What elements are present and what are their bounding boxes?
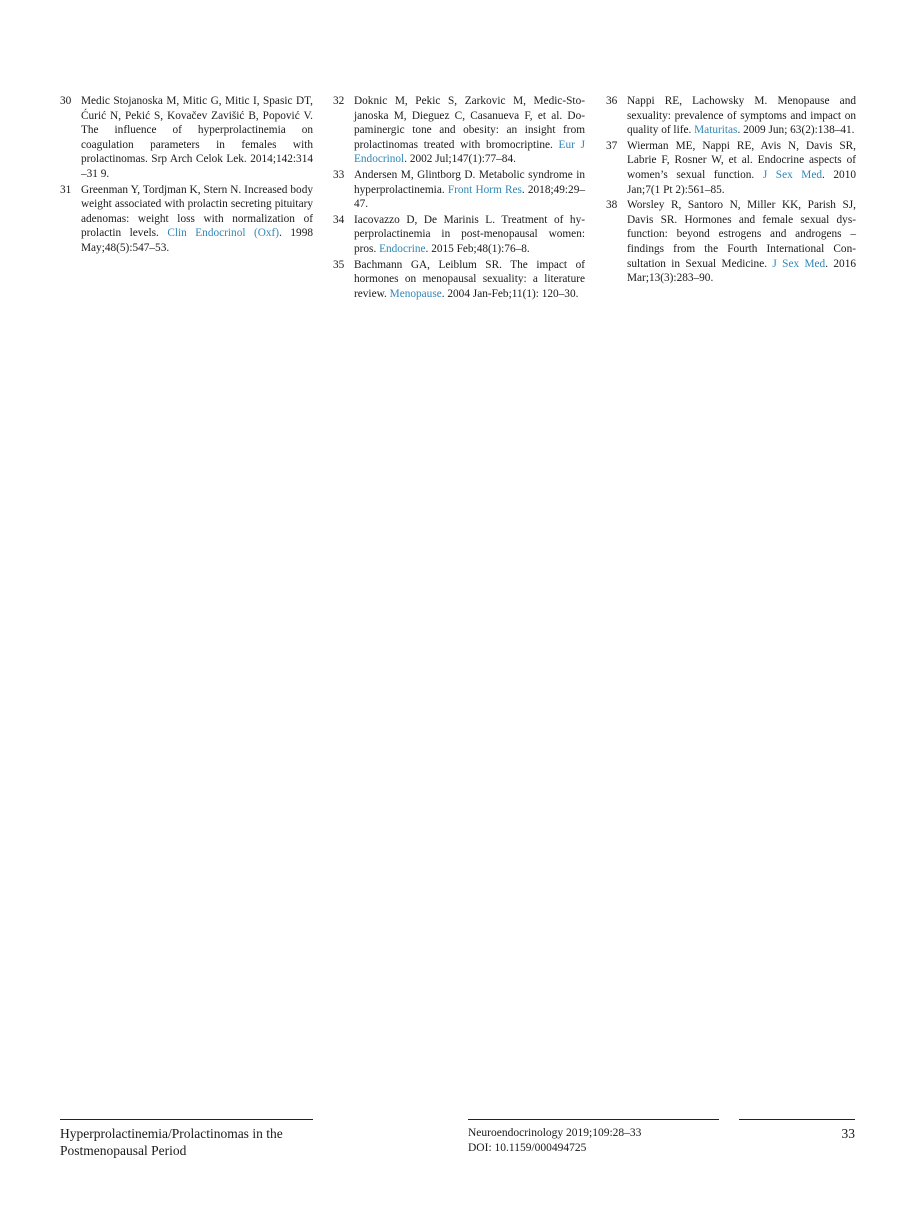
reference-item xyxy=(333,258,585,302)
reference-text: . 1998 May;48(5):547–53. xyxy=(81,227,313,254)
journal-info xyxy=(468,1126,728,1155)
journal-link[interactable]: Menopause xyxy=(389,287,442,300)
reference-number: 36 xyxy=(606,95,618,107)
running-title-line-1: Hyperprolactinemia/Prolactinomas in the xyxy=(60,1126,283,1141)
reference-text: Bachmann GA, Leiblum SR. The impact of hormones on menopausal sexuality: a literature review. xyxy=(354,258,585,300)
reference-number: 31 xyxy=(60,183,72,196)
journal-link[interactable]: Eur J Endocrinol xyxy=(354,138,585,166)
reference-text: . 2002 Jul;147(1):77–84. xyxy=(404,153,516,166)
footer-rule-right xyxy=(739,1119,855,1120)
reference-number: 34 xyxy=(333,213,345,226)
reference-text: . 2009 Jun; 63(2):138–41. xyxy=(737,124,855,137)
footer-rule-middle xyxy=(468,1119,719,1120)
running-title xyxy=(60,1126,360,1159)
reference-text: Worsley R, Santoro N, Miller KK, Parish SJ, Davis SR. Hormones and female sexual dysfunction: beyond estrogens and androgens – findings from the Fourth International Consultation in Sexual Medicine. xyxy=(627,199,856,270)
reference-text: Iacovazzo D, De Marinis L. Treatment of hyperprolactinemia in post-menopausal women: pros. xyxy=(354,213,585,255)
journal-link[interactable]: Maturitas xyxy=(694,124,738,137)
reference-number: 35 xyxy=(333,258,345,271)
reference-text: . 2015 Feb;48(1):76–8. xyxy=(425,242,530,255)
journal-link[interactable]: Clin Endocrinol (Oxf) xyxy=(167,227,280,240)
reference-item xyxy=(333,213,585,257)
reference-text: . 2016 Mar;13(3):283–90. xyxy=(627,257,856,285)
reference-number: 33 xyxy=(333,168,345,181)
reference-text: . 2010 Jan;7(1 Pt 2):561–85. xyxy=(627,168,856,196)
reference-item xyxy=(606,94,856,138)
reference-text: Nappi RE, Lachowsky M. Menopause and sexuality: prevalence of symptoms and impact on quality of life. xyxy=(627,95,856,137)
reference-text: Medic Stojanoska M, Mitic G, Mitic I, Spasic DT, Ćurić N, Pekić S, Kovačev Zavišić B, Popović V. The influence of hyperprolactinemia on coagulation parameters in females with prolactinomas. Srp Arch Celok Lek. 2014;142:314 –31 9. xyxy=(81,95,313,180)
page-number: 33 xyxy=(841,1126,855,1141)
reference-text: Wierman ME, Nappi RE, Avis N, Davis SR, Labrie F, Rosner W, et al. Endocrine aspects of women’s sexual function. xyxy=(627,139,856,181)
footer-rule-left xyxy=(60,1119,313,1120)
reference-text: Andersen M, Glintborg D. Metabolic syndrome in hyperprolactinemia. xyxy=(354,168,585,196)
reference-column-1 xyxy=(60,94,313,257)
reference-number: 37 xyxy=(606,139,618,152)
journal-link[interactable]: J Sex Med xyxy=(762,168,823,181)
reference-number: 32 xyxy=(333,95,345,107)
journal-citation: Neuroendocrinology 2019;109:28–33 xyxy=(468,1127,642,1139)
journal-link[interactable]: Front Horm Res xyxy=(447,183,522,196)
reference-item xyxy=(333,168,585,212)
journal-link[interactable]: Endocrine xyxy=(379,242,426,255)
reference-item xyxy=(60,183,313,256)
reference-item xyxy=(333,94,585,167)
reference-number: 38 xyxy=(606,199,618,212)
reference-item xyxy=(606,139,856,197)
reference-column-3 xyxy=(606,94,856,287)
reference-text: Greenman Y, Tordjman K, Stern N. Increased body weight associated with prolactin secreting pituitary adenomas: weight loss with normalization of prolactin levels. xyxy=(81,183,313,240)
reference-text: Doknic M, Pekic S, Zarkovic M, Medic-Stojanoska M, Dieguez C, Casanueva F, et al. Dopaminergic tone and obesity: an insight from prolactinomas treated with bromocriptine. xyxy=(354,95,585,151)
reference-text: . 2018;49:29–47. xyxy=(354,183,585,211)
journal-link[interactable]: J Sex Med xyxy=(772,257,826,270)
reference-text: . 2004 Jan-Feb;11(1): 120–30. xyxy=(441,287,579,300)
reference-item xyxy=(606,198,856,286)
doi: DOI: 10.1159/000494725 xyxy=(468,1141,587,1154)
reference-number: 30 xyxy=(60,95,72,107)
running-title-line-2: Postmenopausal Period xyxy=(60,1142,187,1158)
reference-column-2 xyxy=(333,94,585,302)
reference-item xyxy=(60,94,313,182)
